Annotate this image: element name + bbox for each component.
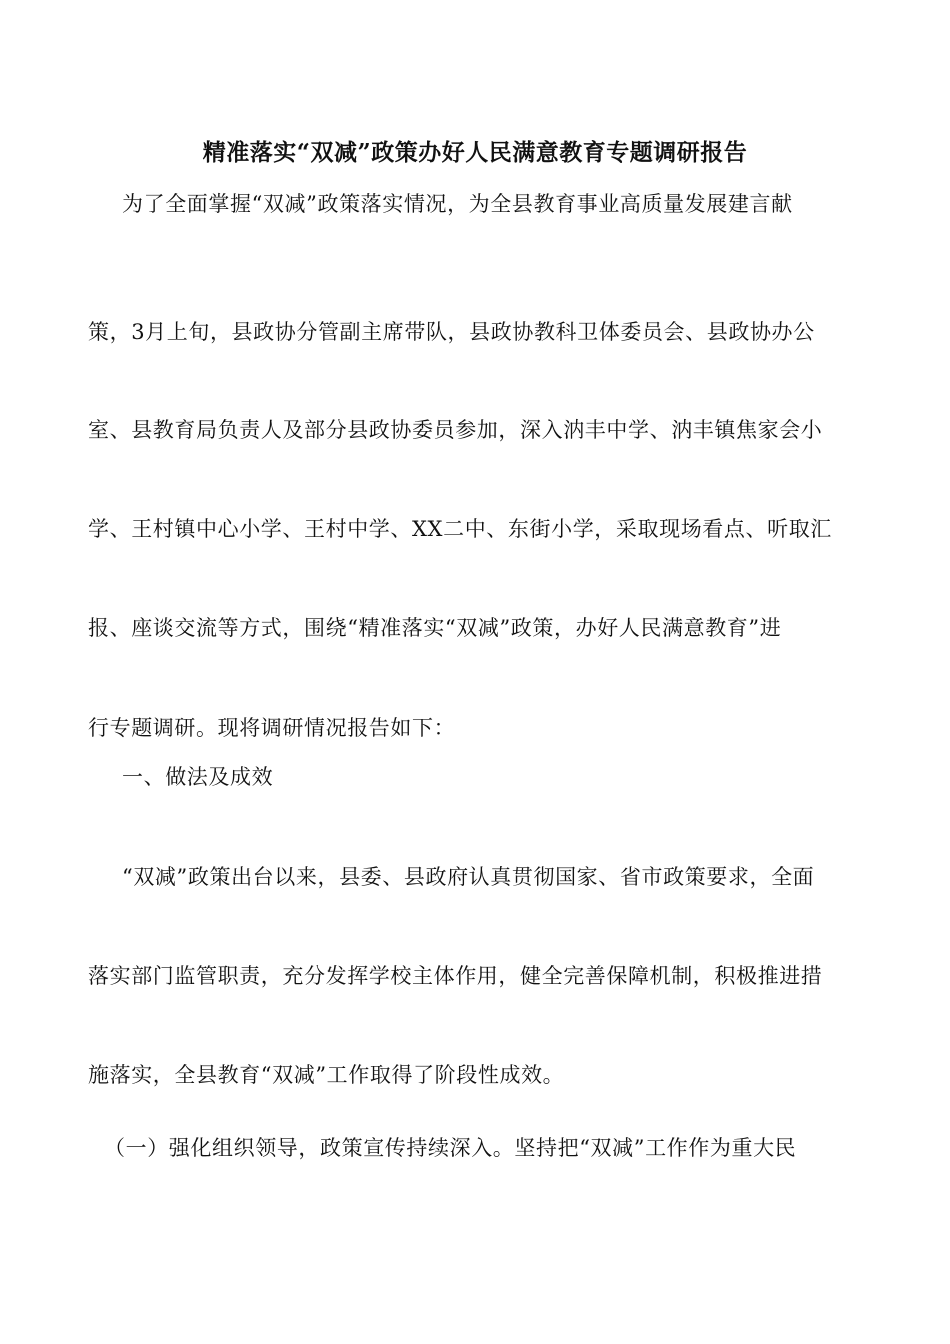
paragraph-line: 行专题调研。现将调研情况报告如下：	[88, 716, 456, 740]
paragraph-line: 施落实，全县教育“双减”工作取得了阶段性成效。	[88, 1063, 565, 1087]
paragraph-line: 学、王村镇中心小学、王村中学、XX二中、东街小学，采取现场看点、听取汇	[88, 517, 832, 541]
paragraph-line: （一）强化组织领导，政策宣传持续深入。坚持把“双减”工作作为重大民	[104, 1136, 797, 1160]
document-title: 精准落实“双减”政策办好人民满意教育专题调研报告	[202, 139, 748, 166]
paragraph-line: 落实部门监管职责，充分发挥学校主体作用，健全完善保障机制，积极推进措	[88, 964, 823, 988]
paragraph-line: 报、座谈交流等方式，围绕“精准落实“双减”政策，办好人民满意教育”进	[88, 616, 782, 640]
paragraph-line: 策，3月上旬，县政协分管副主席带队，县政协教科卫体委员会、县政协办公	[88, 320, 815, 344]
paragraph-line: 为了全面掌握“双减”政策落实情况，为全县教育事业高质量发展建言献	[122, 192, 793, 216]
paragraph-line: “双减”政策出台以来，县委、县政府认真贯彻国家、省市政策要求，全面	[122, 865, 815, 889]
paragraph-line: 室、县教育局负责人及部分县政协委员参加，深入汭丰中学、汭丰镇焦家会小	[88, 418, 823, 442]
section-heading: 一、做法及成效	[122, 765, 274, 789]
